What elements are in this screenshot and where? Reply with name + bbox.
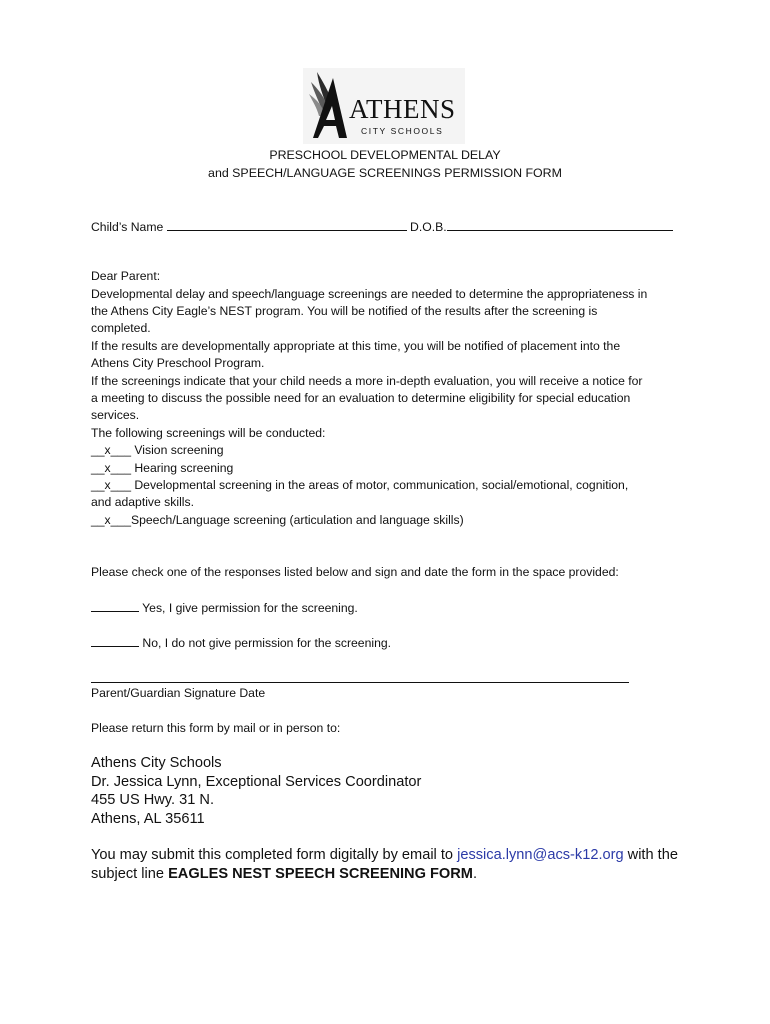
letter-line: services. bbox=[91, 408, 140, 422]
subject-line-suffix: . bbox=[472, 866, 478, 882]
address-line: Dr. Jessica Lynn, Exceptional Services Coordinator bbox=[91, 774, 422, 790]
email-note-line-2 bbox=[91, 866, 477, 882]
dob-label: D.O.B. bbox=[410, 220, 447, 234]
form-title-line-1: PRESCHOOL DEVELOPMENTAL DELAY bbox=[269, 148, 501, 162]
permission-yes-row bbox=[91, 599, 358, 615]
email-link[interactable]: jessica.lynn@acs-k12.org bbox=[457, 847, 624, 863]
child-info-row bbox=[91, 217, 673, 234]
permission-yes-checkbox[interactable] bbox=[91, 599, 139, 612]
child-name-field[interactable] bbox=[167, 217, 407, 231]
signature-line[interactable] bbox=[91, 682, 629, 683]
logo-subtitle: CITY SCHOOLS bbox=[361, 126, 444, 136]
child-name-label: Child’s Name bbox=[91, 220, 164, 234]
signature-label: Parent/Guardian Signature Date bbox=[91, 686, 266, 700]
email-subject: EAGLES NEST SPEECH SCREENING FORM bbox=[168, 866, 473, 882]
letter-line: Athens City Preschool Program. bbox=[91, 356, 265, 370]
letter-line: the Athens City Eagle’s NEST program. You will be notified of the results after the screening is bbox=[91, 304, 598, 318]
letter-line: If the screenings indicate that your child needs a more in-depth evaluation, you will receive a notice for bbox=[91, 374, 643, 388]
greeting: Dear Parent: bbox=[91, 269, 161, 283]
letter-line: completed. bbox=[91, 321, 151, 335]
dob-field[interactable] bbox=[447, 217, 673, 231]
form-title-line-2: and SPEECH/LANGUAGE SCREENINGS PERMISSION FORM bbox=[208, 166, 562, 180]
eagle-wing-logo-icon bbox=[303, 68, 465, 144]
logo-wordmark: ATHENS bbox=[349, 94, 456, 124]
email-note-suffix: with the bbox=[623, 847, 678, 863]
address-line: Athens, AL 35611 bbox=[91, 811, 205, 827]
email-note-line-1 bbox=[91, 847, 678, 863]
screening-item-vision: __x___ Vision screening bbox=[91, 443, 224, 457]
email-note-prefix: You may submit this completed form digitally by email to bbox=[91, 847, 458, 863]
letter-line: If the results are developmentally appropriate at this time, you will be notified of placement into the bbox=[91, 339, 621, 353]
screening-item-developmental: __x___ Developmental screening in the areas of motor, communication, social/emotional, cognition, bbox=[91, 478, 629, 492]
letter-line: Developmental delay and speech/language screenings are needed to determine the appropriateness in bbox=[91, 287, 648, 301]
screening-item-speech: __x___Speech/Language screening (articulation and language skills) bbox=[91, 513, 464, 527]
subject-line-prefix: subject line bbox=[91, 866, 169, 882]
permission-no-row bbox=[91, 634, 391, 650]
address-line: 455 US Hwy. 31 N. bbox=[91, 792, 215, 808]
address-line: Athens City Schools bbox=[91, 755, 222, 771]
athens-city-schools-logo bbox=[303, 68, 465, 144]
letter-line: a meeting to discuss the possible need for an evaluation to determine eligibility for special education bbox=[91, 391, 631, 405]
return-instruction: Please return this form by mail or in person to: bbox=[91, 721, 341, 735]
screening-item-developmental-cont: and adaptive skills. bbox=[91, 495, 194, 509]
response-instruction: Please check one of the responses listed below and sign and date the form in the space provided: bbox=[91, 565, 619, 579]
letter-line: The following screenings will be conducted: bbox=[91, 426, 326, 440]
permission-yes-label: Yes, I give permission for the screening. bbox=[142, 601, 358, 615]
screening-item-hearing: __x___ Hearing screening bbox=[91, 461, 234, 475]
permission-no-label: No, I do not give permission for the screening. bbox=[142, 636, 392, 650]
permission-no-checkbox[interactable] bbox=[91, 634, 139, 647]
